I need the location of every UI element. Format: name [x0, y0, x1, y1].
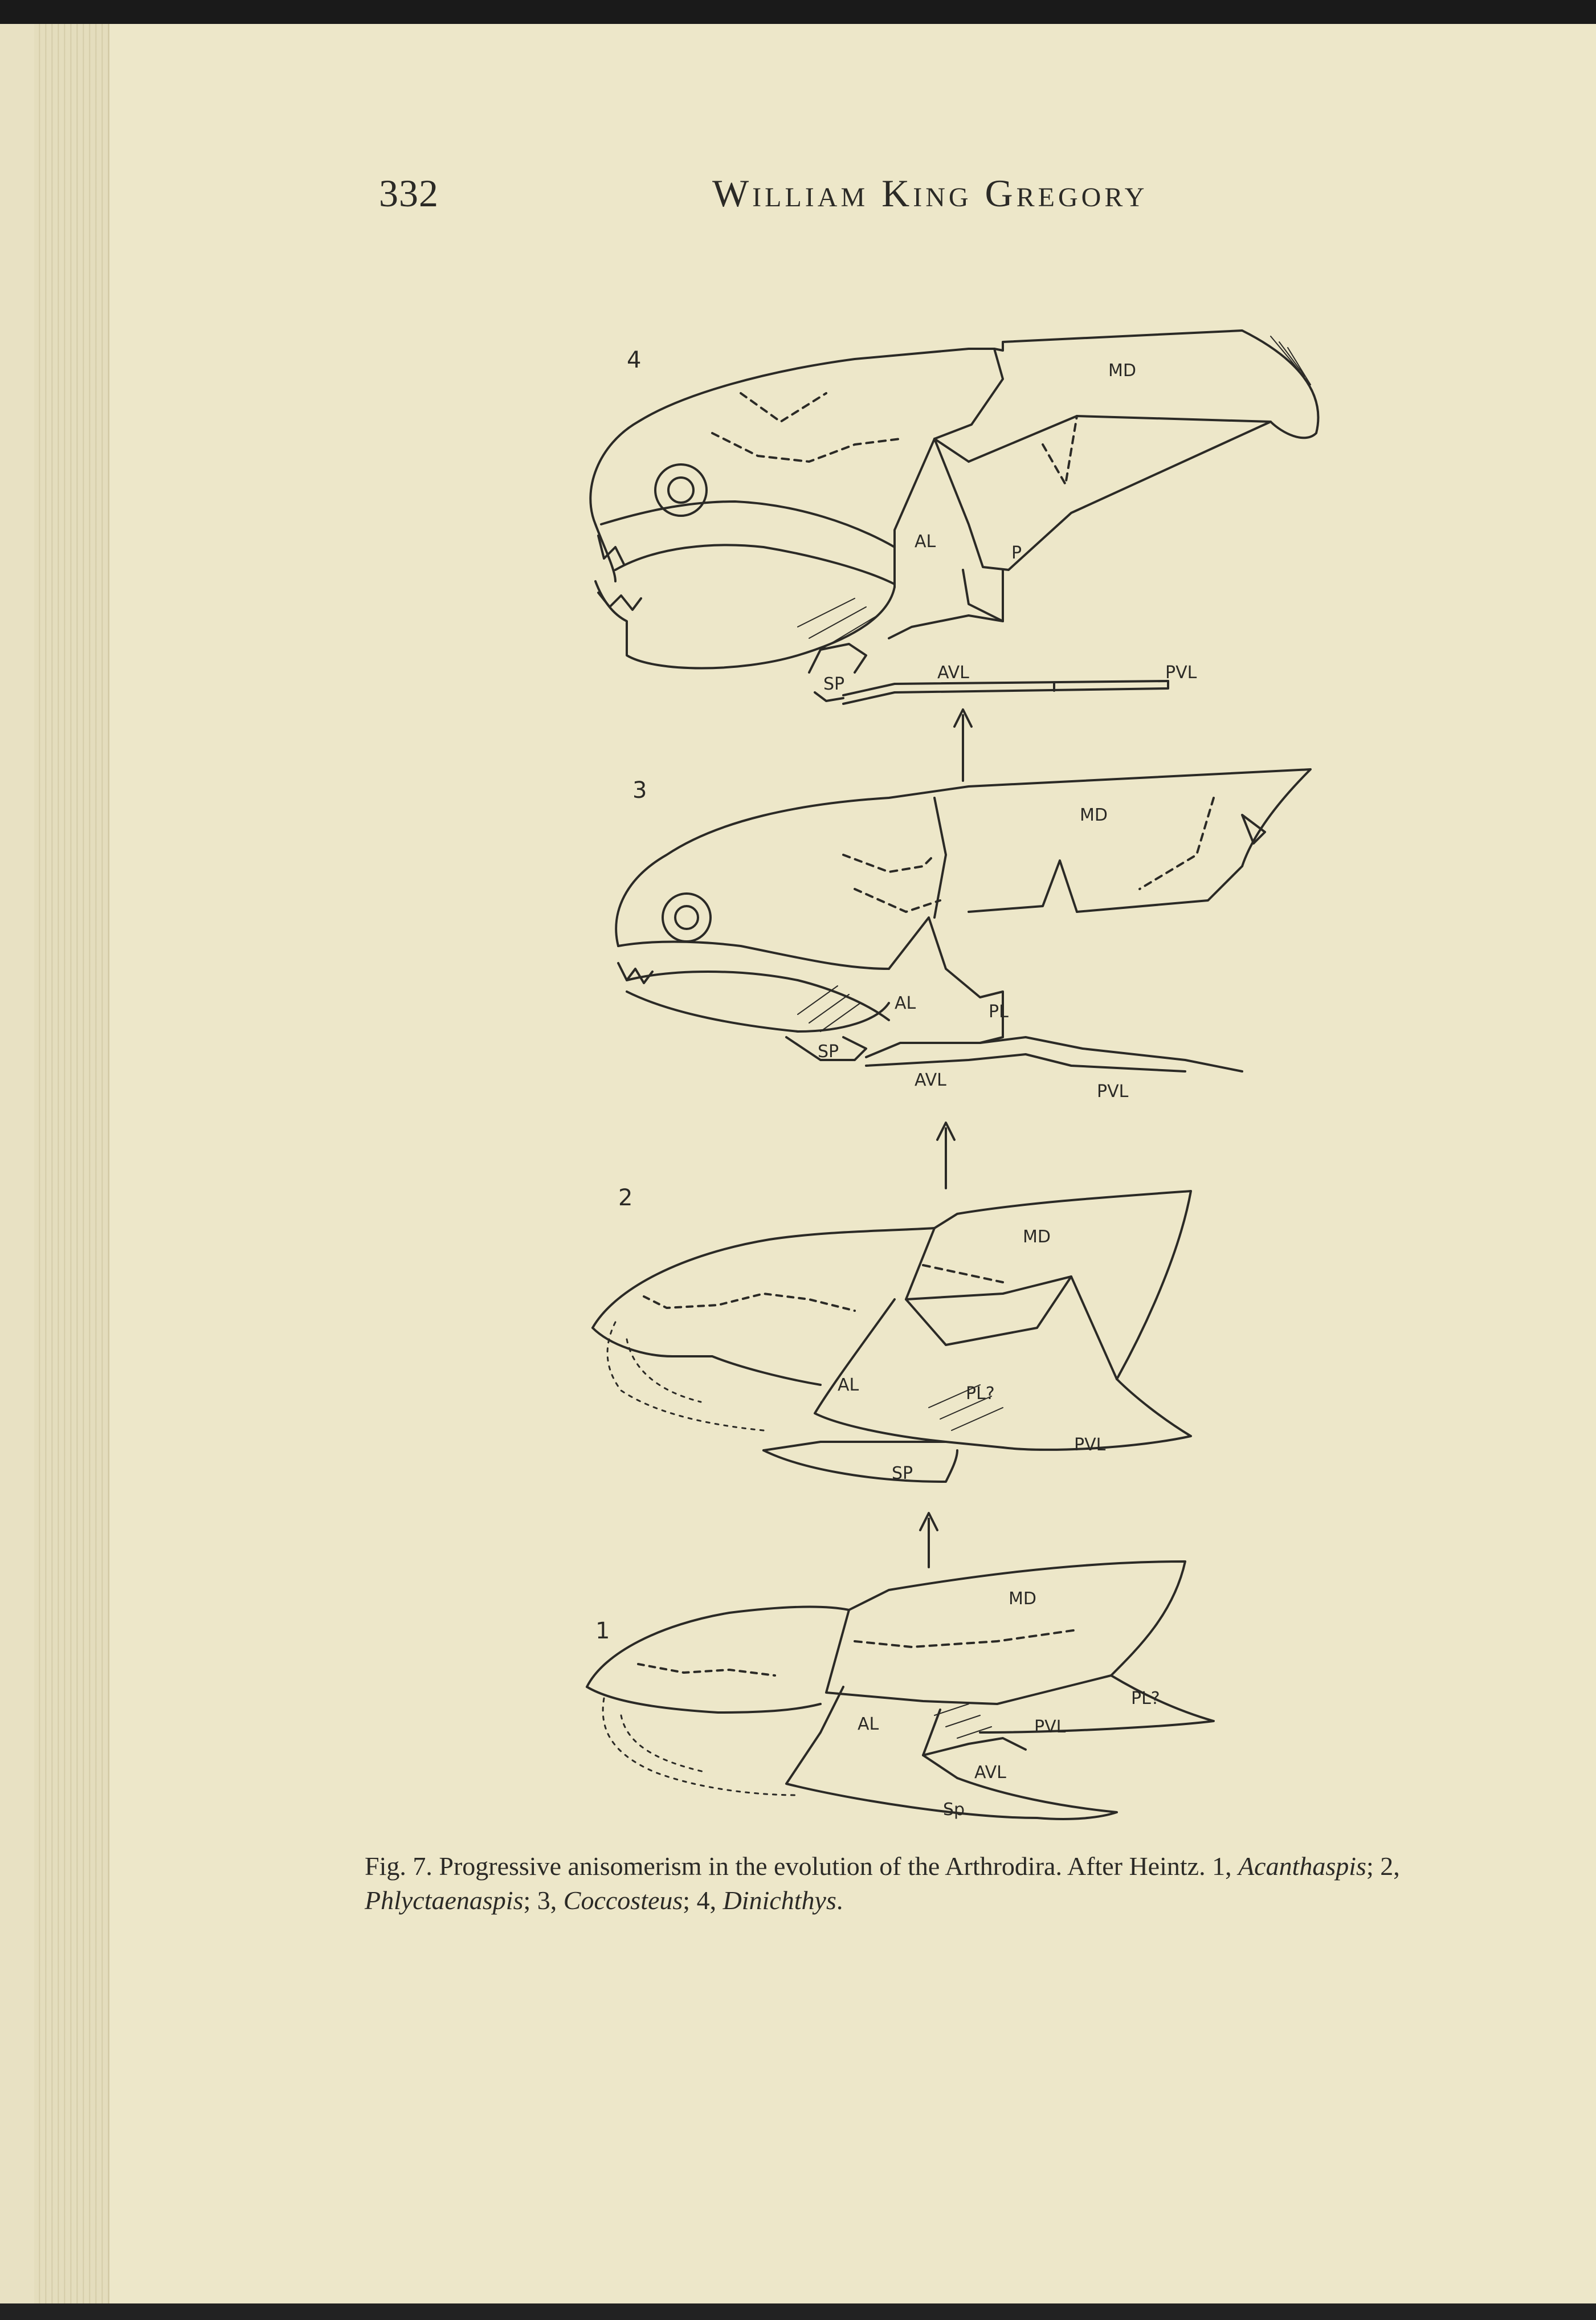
- plate-label-al: AL: [858, 1714, 879, 1734]
- plate-label-sp: SP: [818, 1042, 839, 1062]
- fish-1-drawing: [587, 1561, 1214, 1819]
- plate-label-avl: AVL: [915, 1070, 946, 1090]
- arrow-3-to-4: [954, 710, 972, 781]
- fish-3-drawing: [616, 769, 1311, 1071]
- plate-label-md: MD: [1009, 1589, 1036, 1609]
- plate-label-avl: AVL: [974, 1763, 1006, 1783]
- plate-label-pvl: PVL: [1097, 1082, 1129, 1102]
- plate-label-sp: SP: [823, 674, 845, 694]
- caption-sep-3: ; 4,: [683, 1886, 723, 1915]
- plate-label-sp-lower: Sp: [943, 1800, 965, 1820]
- plate-label-pvl: PVL: [1165, 663, 1197, 683]
- plate-label-pl: PL: [989, 1002, 1009, 1022]
- caption-end: .: [836, 1886, 843, 1915]
- figure-caption: [365, 1849, 1527, 1918]
- caption-taxon-3: Coccosteus: [563, 1886, 683, 1915]
- caption-taxon-1: Acanthaspis: [1238, 1852, 1366, 1881]
- stage-number-1: 1: [595, 1618, 610, 1644]
- plate-label-p: P: [1011, 543, 1022, 563]
- caption-sep-2: ; 3,: [523, 1886, 564, 1915]
- caption-taxon-2: Phlyctaenaspis: [365, 1886, 524, 1915]
- stage-number-4: 4: [627, 347, 642, 373]
- running-title: William King Gregory: [712, 172, 1148, 215]
- arrow-1-to-2: [920, 1513, 937, 1567]
- fish-4-drawing: [590, 331, 1318, 704]
- plate-label-al: AL: [915, 532, 936, 552]
- stage-number-2: 2: [618, 1185, 633, 1211]
- arrow-2-to-3: [937, 1123, 954, 1188]
- caption-taxon-4: Dinichthys: [723, 1886, 836, 1915]
- plate-label-pvl: PVL: [1074, 1435, 1106, 1455]
- scan-bottom-edge: [0, 2303, 1596, 2320]
- plate-label-md: MD: [1080, 805, 1108, 825]
- caption-lead: Fig. 7. Progressive anisomerism in the evolution of the Arthrodira. After Heintz. 1,: [365, 1852, 1239, 1881]
- caption-sep-1: ; 2,: [1366, 1852, 1400, 1881]
- plate-label-al: AL: [895, 993, 916, 1013]
- plate-label-avl: AVL: [937, 663, 969, 683]
- page-number: 332: [379, 172, 439, 215]
- plate-label-al: AL: [838, 1375, 859, 1395]
- plate-label-pl-query: PL?: [966, 1384, 995, 1404]
- plate-label-pvl: PVL: [1034, 1717, 1066, 1737]
- plate-label-md: MD: [1108, 361, 1136, 381]
- plate-label-pl-query: PL?: [1131, 1689, 1160, 1709]
- stage-number-3: 3: [632, 777, 647, 804]
- plate-label-md: MD: [1023, 1227, 1051, 1247]
- plate-label-sp: SP: [892, 1463, 913, 1483]
